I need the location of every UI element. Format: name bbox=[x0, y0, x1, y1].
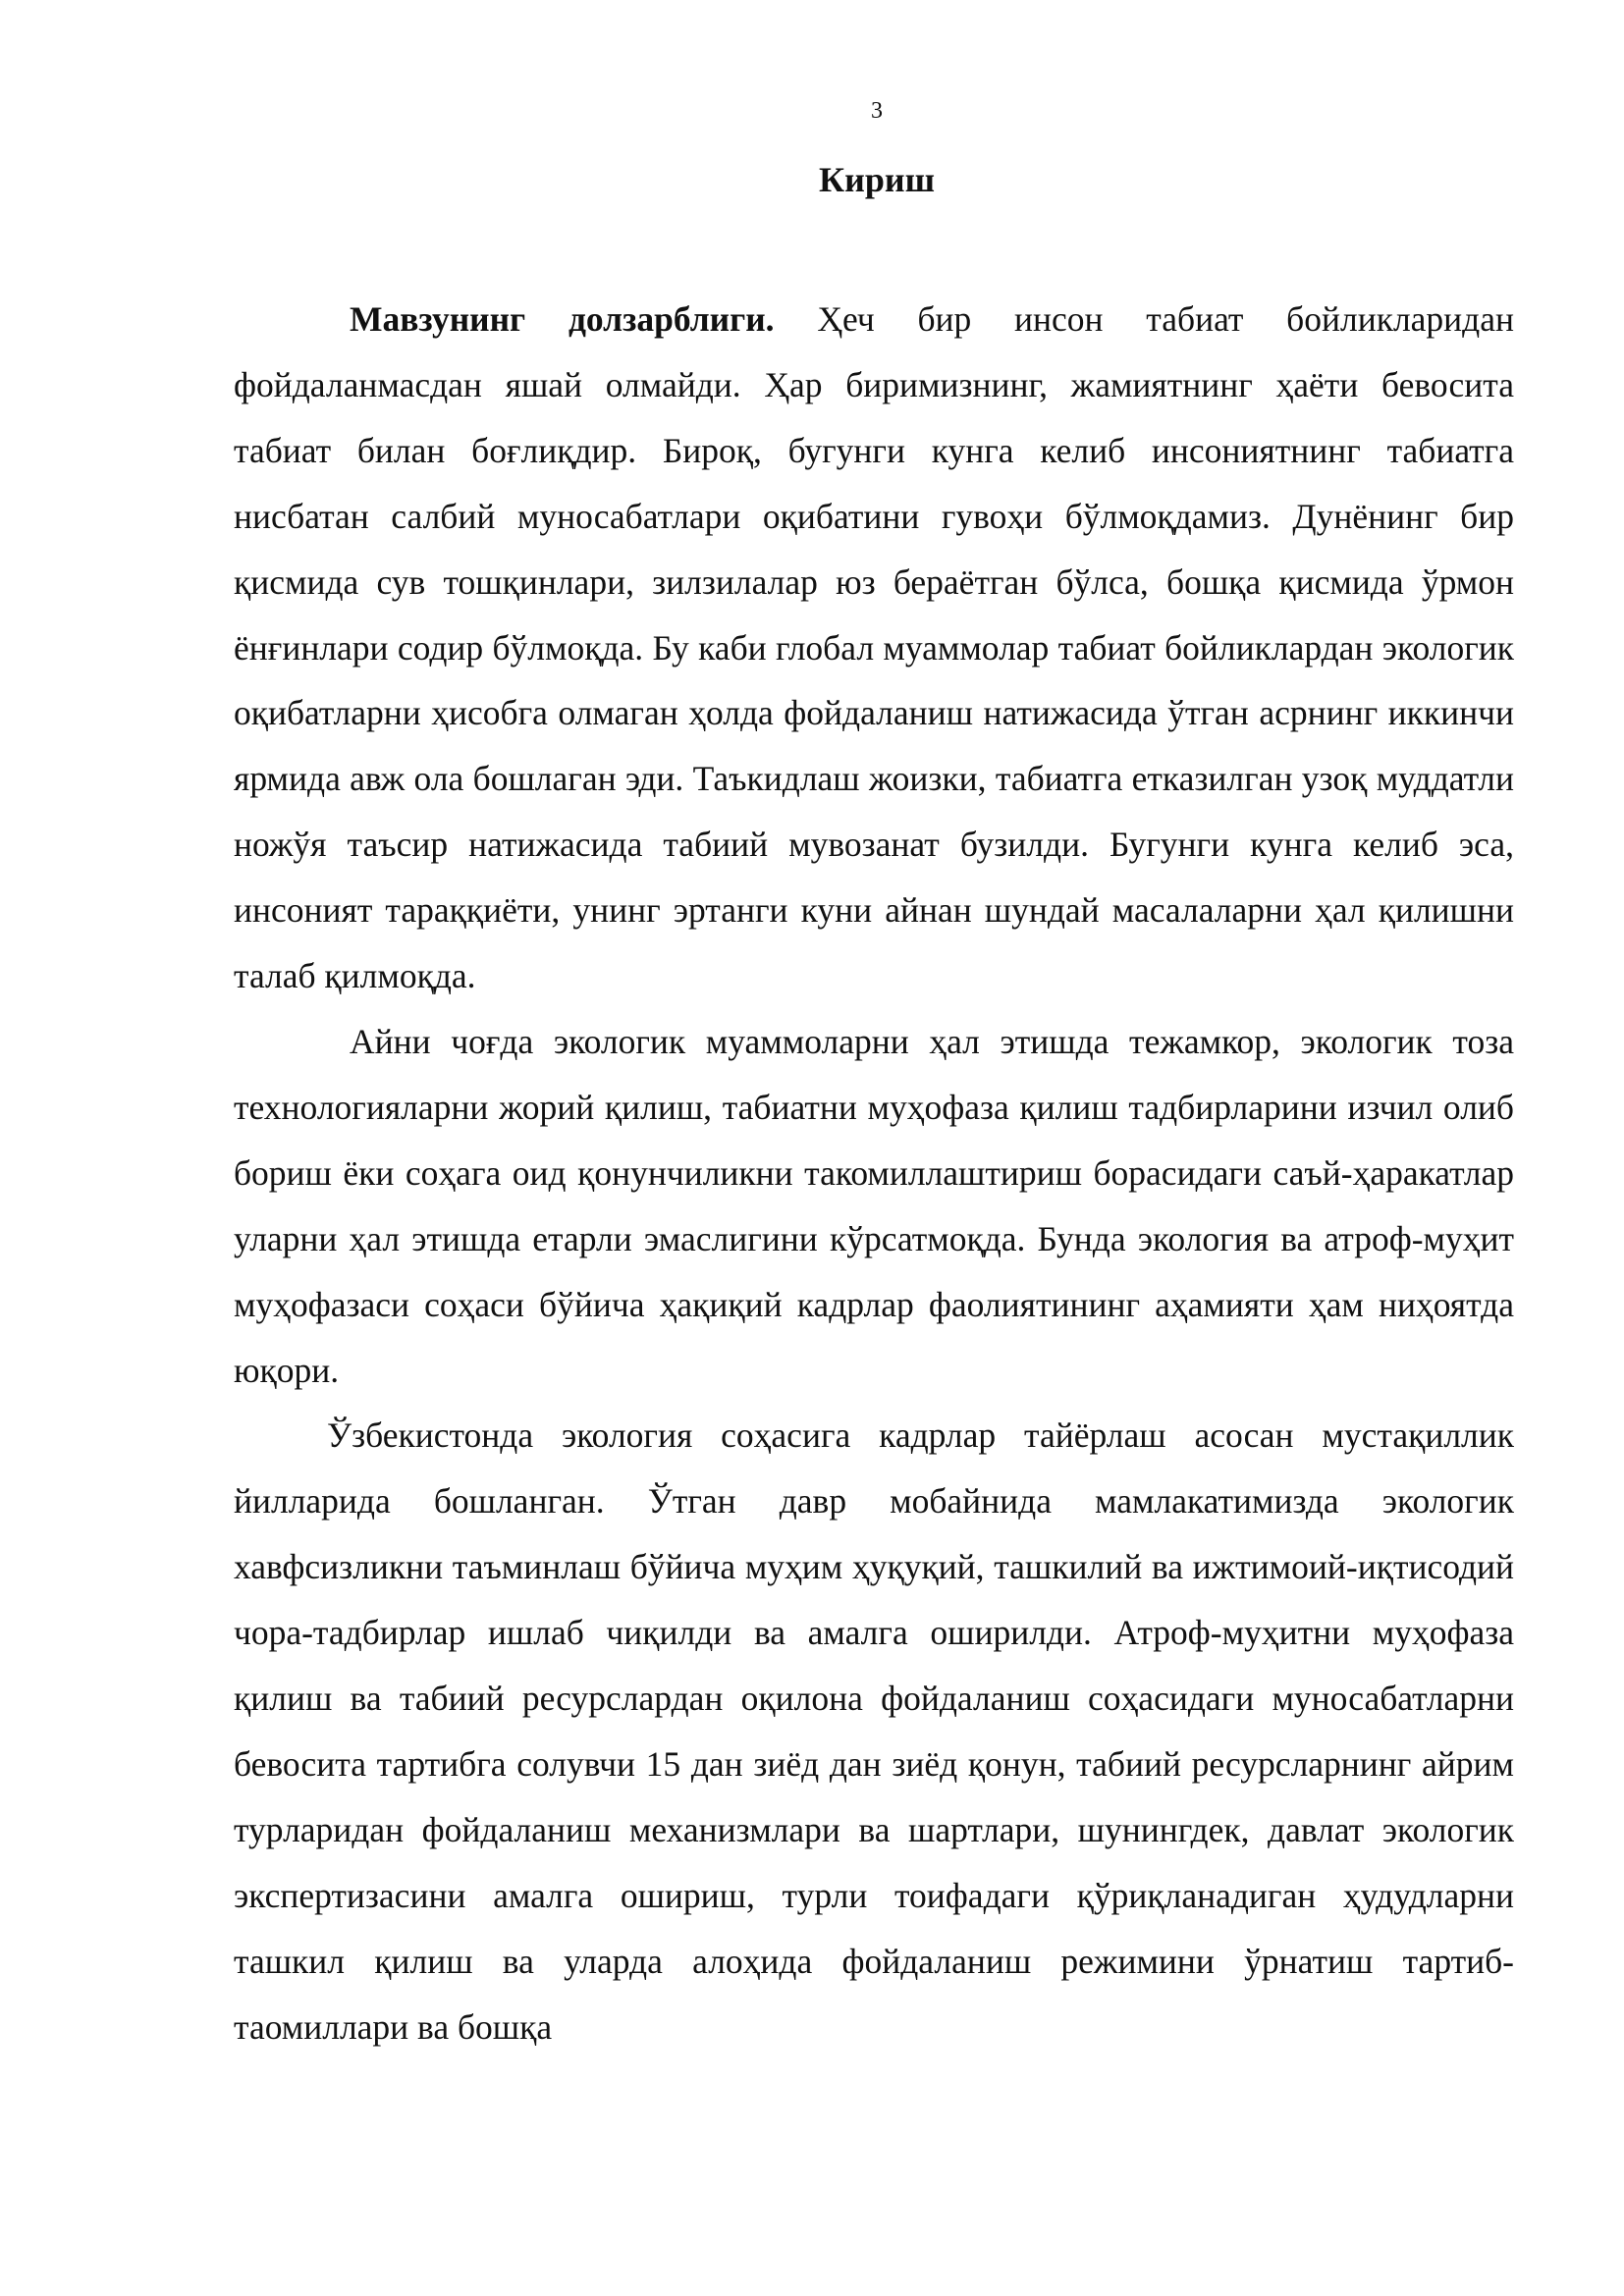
paragraph-uzbekistan-ecology bbox=[234, 1403, 1514, 2059]
body-text bbox=[234, 287, 1514, 2059]
section-heading: Кириш bbox=[818, 160, 935, 199]
paragraph-lead: Мавзунинг долзарблиги. bbox=[350, 299, 775, 339]
paragraph-text: Айни чоғда экологик муаммоларни ҳал этишда тежамкор, экологик тоза технологияларни жорий қилиш, табиатни муҳофаза қилиш тадбирларини изчил олиб бориш ёки соҳага оид қонунчиликни такомиллаштириш борасидаги саъй-ҳаракатлар уларни ҳал этишда етарли эмаслигини кўрсатмоқда. Бунда экология ва атроф-муҳит муҳофазаси соҳаси бўйича ҳақиқий кадрлар фаолиятининг аҳамияти ҳам ниҳоятда юқори. bbox=[234, 1021, 1514, 1390]
paragraph-ecological-problems bbox=[234, 1009, 1514, 1403]
paragraph-text: Ҳеч бир инсон табиат бойликларидан фойдаланмасдан яшай олмайди. Ҳар биримизнинг, жамиятнинг ҳаёти бевосита табиат билан боғлиқдир. Бироқ, бугунги кунга келиб инсониятнинг табиатга нисбатан салбий муносабатлари оқибатини гувоҳи бўлмоқдамиз. Дунёнинг бир қисмида сув тошқинлари, зилзилалар юз бераётган бўлса, бошқа қисмида ўрмон ёнғинлари содир бўлмоқда. Бу каби глобал муаммолар табиат бойликлардан экологик оқибатларни ҳисобга олмаган ҳолда фойдаланиш натижасида ўтган асрнинг иккинчи ярмида авж ола бошлаган эди. Таъкидлаш жоизки, табиатга етказилган узоқ муддатли ножўя таъсир натижасида табиий мувозанат бузилди. Бугунги кунга келиб эса, инсоният тараққиёти, унинг эртанги куни айнан шундай масалаларни ҳал қилишни талаб қилмоқда. bbox=[234, 299, 1514, 996]
paragraph-relevance bbox=[234, 287, 1514, 1009]
paragraph-text: Ўзбекистонда экология соҳасига кадрлар тайёрлаш асосан мустақиллик йилларида бошланган. Ўтган давр мобайнида мамлакатимизда экологик хавфсизликни таъминлаш бўйича муҳим ҳуқуқий, ташкилий ва ижтимоий-иқтисодий чора-тадбирлар ишлаб чиқилди ва амалга оширилди. Атроф-муҳитни муҳофаза қилиш ва табиий ресурслардан оқилона фойдаланиш соҳасидаги муносабатларни бевосита тартибга солувчи 15 дан зиёд дан зиёд қонун, табиий ресурсларнинг айрим турларидан фойдаланиш механизмлари ва шартлари, шунингдек, давлат экологик экспертизасини амалга ошириш, турли тоифадаги қўриқланадиган ҳудудларни ташкил қилиш ва уларда алоҳида фойдаланиш режимини ўрнатиш тартиб-таомиллари ва бошқа bbox=[234, 1415, 1514, 2047]
page-number: 3 bbox=[871, 98, 883, 124]
